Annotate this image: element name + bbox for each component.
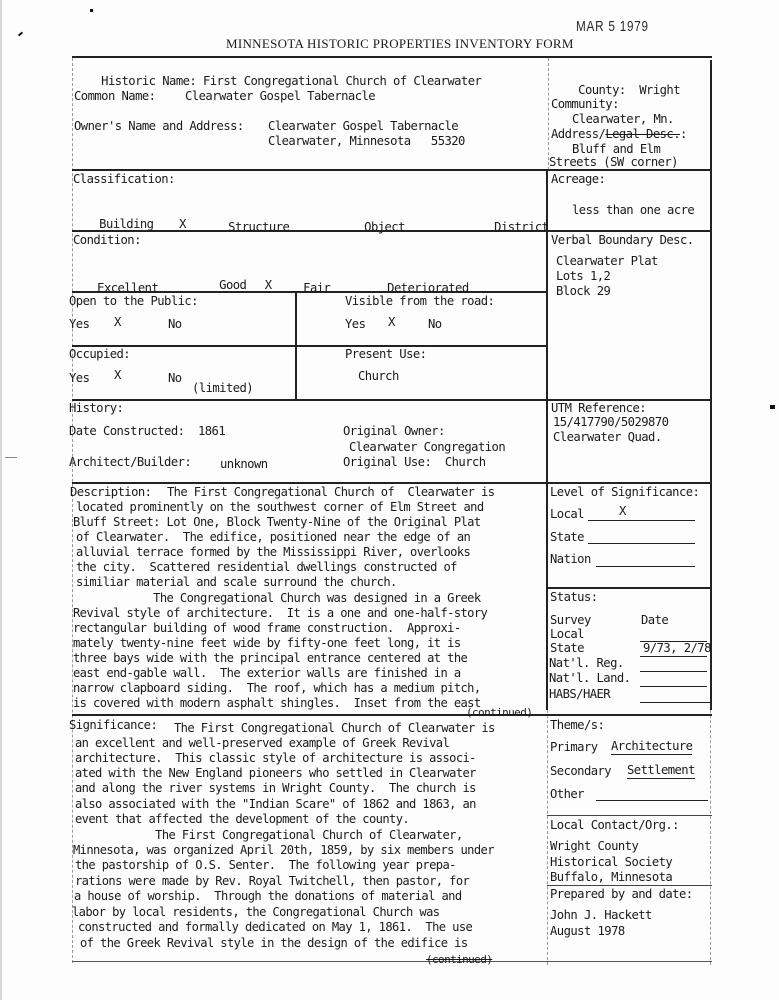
significance-line: The First Congregational Church of Clearwater is [174,721,495,735]
verbal-boundary-label: Verbal Boundary Desc. [551,233,694,247]
theme-secondary-label: Secondary [550,764,612,778]
architect-label: Architect/Builder: [69,455,192,469]
significance-line: of the Greek Revival style in the design of the edifice is [80,936,468,950]
significance-line: Minnesota, was organized April 20th, 1859, by six members under [73,843,494,857]
status-natl-reg-blank[interactable] [640,671,707,672]
prepared-by-date: August 1978 [550,924,625,938]
scan-speck [18,32,23,37]
rule-local-contact [547,815,712,816]
common-name-value: Clearwater Gospel Tabernacle [185,89,376,103]
address-line1: Bluff and Elm [572,142,661,156]
object-blank[interactable] [412,217,470,231]
good-label: Good [219,278,247,292]
common-name-label: Common Name: [74,89,156,103]
deteriorated-blank[interactable] [475,278,512,292]
significance-line: constructed and formally dedicated on May 1, 1861. The use [78,920,473,934]
description-line: narrow clapboard siding. The roof, which has a medium pitch, [73,681,481,695]
rule-significance [72,714,712,716]
utm-label: UTM Reference: [551,401,647,415]
legal-desc-struck: Legal Desc. [605,127,680,141]
right-border-lower [710,710,711,965]
status-row-label: State [550,641,584,655]
occupied-yes-label: Yes [69,371,90,385]
themes-label: Theme/s: [550,718,605,732]
community-label: Community: [551,97,619,111]
structure-label: Structure [228,220,290,234]
open-no-label: No [168,317,182,331]
scan-speck [5,457,17,458]
verbal-boundary-line: Lots 1,2 [556,269,611,283]
verbal-boundary-line: Clearwater Plat [556,254,658,268]
status-row-label: Local [550,627,584,641]
form-title: MINNESOTA HISTORIC PROPERTIES INVENTORY FORM [226,36,574,51]
status-label: Status: [550,590,598,604]
local-contact-label: Local Contact/Org.: [550,818,679,832]
visible-yes-mark[interactable]: X [388,315,395,329]
occupied-label: Occupied: [69,347,131,361]
historic-name-value: First Congregational Church of Clearwater [202,74,482,88]
column-divider-lower [547,710,548,965]
level-nation-label: Nation [550,552,591,566]
description-line: The First Congregational Church of Clearwater is [167,485,495,499]
visible-from-road-label: Visible from the road: [345,294,495,308]
significance-line: rations were made by Rev. Royal Twitchell, then pastor, for [75,874,470,888]
significance-line: a house of worship. Through the donations of material and [74,889,462,903]
acreage-value: less than one acre [572,203,695,217]
owner-line1: Clearwater Gospel Tabernacle [268,119,459,133]
significance-line: architecture. This classic style of architecture is associ- [75,751,476,765]
description-line: Revival style of architecture. It is a one and one-half-story [73,606,488,620]
deteriorated-label: Deteriorated [387,281,469,295]
scan-speck [770,405,775,409]
address-label-suffix: : [679,127,687,141]
present-use-value: Church [358,369,399,383]
original-use-field [343,455,486,470]
district-blank[interactable] [548,217,584,231]
local-contact-line: Historical Society [550,855,673,869]
significance-continued[interactable]: (continued) [426,953,493,966]
rule-description [72,482,712,484]
prepared-by-name: John J. Hackett [550,908,652,922]
county-value: Wright [639,83,680,97]
occupied-yes-mark[interactable]: X [114,368,121,382]
status-row-label: Nat'l. Reg. [549,656,624,670]
column-divider-top [548,58,549,170]
status-natl-land-blank[interactable] [640,686,707,687]
scan-edge [0,0,2,1000]
date-constructed-field [69,424,225,439]
prepared-by-label: Prepared by and date: [550,887,693,901]
original-use-value: Church [444,455,486,469]
rule-status [547,587,712,589]
description-line: similiar material and scale surround the church. [76,575,397,589]
rule-top [72,56,712,58]
object-label: Object [364,220,405,234]
left-border [72,58,73,963]
occupied-no-label: No [168,371,182,385]
column-divider [546,170,548,710]
theme-primary-label: Primary [550,740,598,754]
significance-line: and along the river systems in Wright County. The church is [75,781,476,795]
right-border [710,60,712,710]
good-blank[interactable]: X [253,279,283,293]
description-line: three bays wide with the principal entrance centered at the [73,651,468,665]
level-state-label: State [550,530,584,544]
received-date-stamp: MAR 5 1979 [576,18,649,35]
present-use-label: Present Use: [345,347,427,361]
original-use-label: Original Use: [343,455,432,469]
description-line: alluvial terrace formed by the Mississippi River, overlooks [76,545,471,559]
visible-no-label: No [428,317,442,331]
district-label: District [494,220,549,234]
acreage-label: Acreage: [551,172,606,186]
address-label [551,127,687,142]
status-row-label: HABS/HAER [549,687,611,701]
rule-bottom [72,961,712,962]
significance-line: ated with the New England pioneers who settled in Clearwater [75,766,476,780]
community-value: Clearwater, Mn. [572,112,674,126]
verbal-boundary-line: Block 29 [556,284,611,298]
status-state-date-line [640,656,707,657]
owner-label: Owner's Name and Address: [74,119,244,133]
open-yes-mark[interactable]: X [114,315,121,329]
original-owner-value: Clearwater Congregation [349,440,506,454]
fair-label: Fair [303,281,331,295]
local-contact-line: Wright County [550,839,639,853]
occupied-note: (limited) [192,381,254,395]
rule-prepared-by [547,885,712,886]
significance-label: Significance: [69,718,158,732]
significance-line: also associated with the "Indian Scare" of 1862 and 1863, an [75,797,476,811]
excellent-label: Excellent [97,281,159,295]
rule-occupied [72,345,548,347]
building-label: Building [99,217,154,231]
significance-line: The First Congregational Church of Clearwater, [75,828,463,842]
address-line2: Streets (SW corner) [549,155,678,169]
local-contact-line: Buffalo, Minnesota [550,870,673,884]
status-date-header: Date [641,613,669,627]
level-nation-blank[interactable] [596,566,695,567]
level-local-blank[interactable] [588,520,695,521]
description-line: located prominently on the southwest corner of Elm Street and [76,500,484,514]
theme-other-label: Other [550,787,584,801]
original-owner-label: Original Owner: [343,424,445,438]
significance-line: an excellent and well-preserved example of Greek Revival [75,736,450,750]
classification-label: Classification: [73,172,175,186]
status-survey-header: Survey [550,613,591,627]
building-blank[interactable]: X [153,218,211,232]
description-line: of Clearwater. The edifice, positioned near the edge of an [76,530,471,544]
level-local-label: Local [550,507,584,521]
date-constructed-value: 1861 [197,424,226,438]
history-label: History: [69,401,124,415]
address-label-prefix: Address/ [551,127,606,141]
description-line: the city. Scattered residential dwellings constructed of [76,560,457,574]
utm-value: 15/417790/5029870 [553,415,669,429]
historic-name-label: Historic Name: [101,74,197,88]
visible-yes-label: Yes [345,317,366,331]
date-constructed-label: Date Constructed: [69,424,185,438]
significance-line: the pastorship of O.S. Senter. The following year prepa- [75,858,456,872]
description-label: Description: [70,485,152,499]
description-continued[interactable]: (continued) [466,706,533,719]
description-line: rectangular building of wood frame construction. Approxi- [73,621,461,635]
open-to-public-label: Open to the Public: [69,294,198,308]
description-line: is covered with modern asphalt shingles. Inset from the east [73,696,481,710]
status-state-date: 9/73, 2/78 [643,641,711,655]
classification-object [337,202,470,250]
condition-label: Condition: [73,233,141,247]
classification-structure [201,202,347,250]
significance-line: event that affected the development of the county. [75,812,410,826]
level-local-mark[interactable]: X [619,504,626,518]
description-line: Bluff Street: Lot One, Block Twenty-Nine of the Original Plat [73,515,481,529]
theme-other-blank[interactable] [596,800,708,801]
utm-quad: Clearwater Quad. [553,430,662,444]
condition-good [192,263,283,308]
open-yes-label: Yes [69,317,90,331]
architect-value: unknown [220,457,268,471]
description-line: The Congregational Church was designed in a Greek [73,591,481,605]
theme-secondary-value: Settlement [627,763,695,777]
level-of-significance-label: Level of Significance: [550,485,700,499]
significance-line: labor by local residents, the Congregational Church was [72,905,440,919]
scan-speck [90,9,93,12]
level-state-blank[interactable] [588,543,695,544]
owner-line2: Clearwater, Minnesota 55320 [268,134,465,148]
description-line: east end-gable wall. The exterior walls are finished in a [73,666,461,680]
county-label: County: [578,83,626,97]
theme-primary-value: Architecture [611,739,693,753]
description-line: mately twenty-nine feet wide by fifty-one feet long, it is [73,636,461,650]
status-habs-blank[interactable] [640,702,710,703]
status-row-label: Nat'l. Land. [549,671,631,685]
